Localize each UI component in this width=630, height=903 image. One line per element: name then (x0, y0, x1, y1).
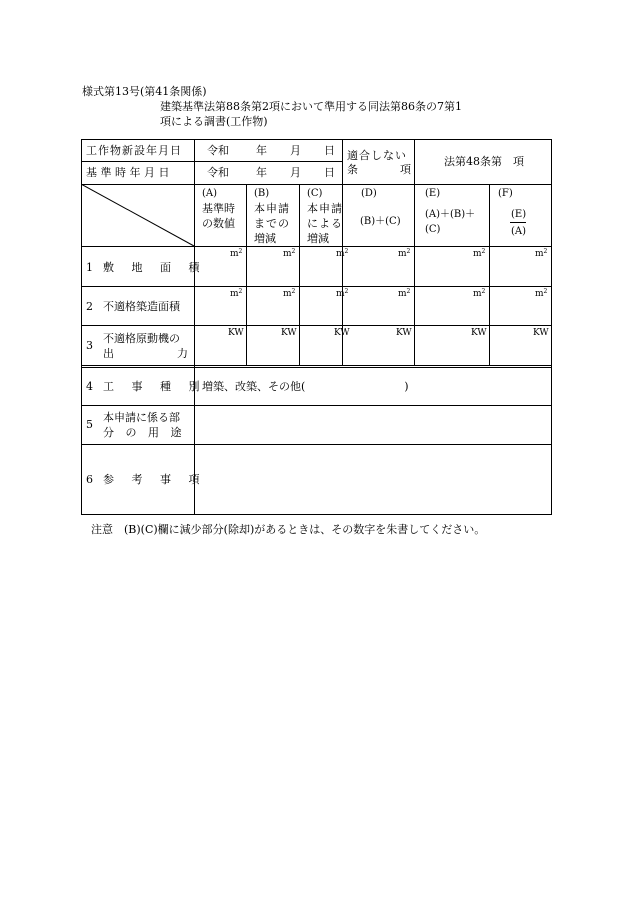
title-line-1: 建築基準法第88条第2項において準用する同法第86条の7第1 (160, 100, 462, 113)
footnote: 注意 (B)(C)欄に減少部分(除却)があるときは、その数字を朱書してください。 (91, 523, 486, 536)
law-article-field[interactable]: 法第48条第 項 (444, 155, 524, 168)
clause-label: 項 (400, 163, 411, 176)
ratio-denominator: (A) (511, 226, 527, 237)
reference-notes-field[interactable] (196, 446, 550, 513)
article-label: 条 (347, 163, 358, 176)
application-use-field[interactable] (196, 407, 550, 443)
nonconforming-label: 適合しない (347, 149, 407, 162)
ratio-bar (510, 222, 526, 223)
ratio-numerator: (E) (511, 209, 527, 220)
header-diagonal (81, 184, 195, 247)
new-construction-date-label: 工作物新設年月日 (86, 144, 182, 157)
title-line-2: 項による調書(工作物) (160, 115, 268, 128)
base-date-label: 基 準 時 年 月 日 (86, 166, 170, 179)
construction-type-field[interactable]: 増築、改築、その他( ) (202, 380, 409, 393)
form-code: 様式第13号(第41条関係) (82, 85, 207, 98)
